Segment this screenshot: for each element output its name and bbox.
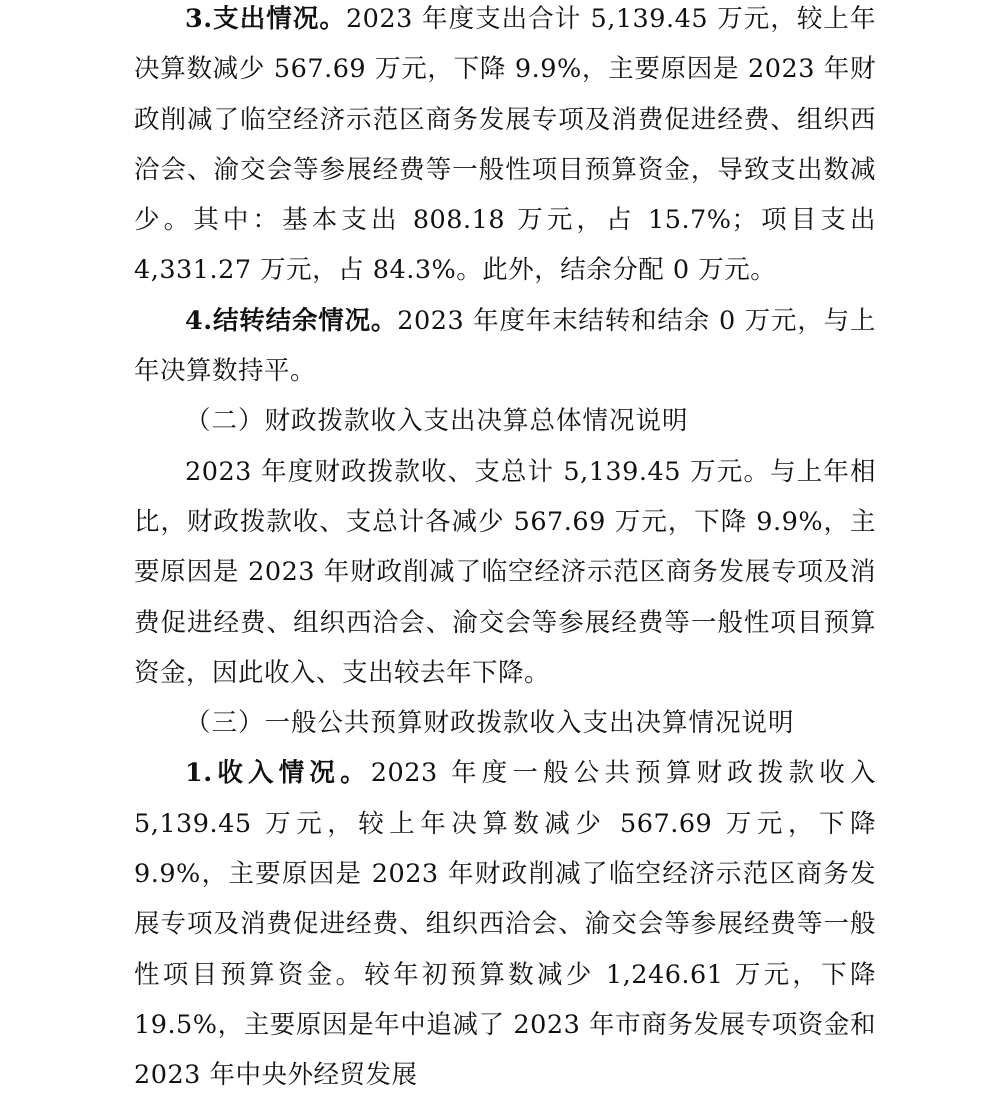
paragraph-lead-income: 1.收入情况。: [185, 758, 371, 789]
paragraph-text-expenditure: 2023 年度支出合计 5,139.45 万元，较上年决算数减少 567.69 万元，下降 9.9%，主要原因是 2023 年财政削减了临空经济示范区商务发展专项及消费促进经费、组织西洽会、渝交会等参展经费等一般性项目预算资金，导致支出数减少。其中：基本支出 808.18 万元，占 15.7%；项目支出 4,331.27 万元，占 84.3%。此外，结余分配 0 万元。: [134, 4, 876, 286]
paragraph-text-carryover: 2023 年度年末结转和结余 0 万元，与上年决算数持平。: [134, 305, 877, 387]
paragraph-carryover: [134, 296, 876, 397]
paragraph-fiscal-total: 2023 年度财政拨款收、支总计 5,139.45 万元。与上年相比，财政拨款收、支总计各减少 567.69 万元，下降 9.9%，主要原因是 2023 年财政削减了临空经济示范区商务发展专项及消费促进经费、组织西洽会、渝交会等参展经费等一般性项目预算资金，因此收入、支出较去年下降。: [134, 456, 876, 688]
paragraph-expenditure: [134, 0, 876, 296]
paragraph-lead-expenditure: 3.支出情况。: [185, 4, 346, 34]
paragraph-text-income: 2023 年度一般公共预算财政拨款收入 5,139.45 万元，较上年决算数减少 567.69 万元，下降 9.9%，主要原因是 2023 年财政削减了临空经济示范区商务发展专项及消费促进经费、组织西洽会、渝交会等参展经费等一般性项目预算资金。较年初预算数减少 1,246.61 万元，下降 19.5%，主要原因是年中追减了 2023 年市商务发展专项资金和 2023 年中央外经贸发展: [134, 758, 876, 1091]
section-heading-3: （三）一般公共预算财政拨款收入支出决算情况说明: [185, 708, 795, 739]
section-heading-2: （二）财政拨款收入支出决算总体情况说明: [185, 406, 689, 437]
paragraph-income: [134, 748, 876, 1100]
document-body: [134, 0, 876, 1101]
paragraph-lead-carryover: 4.结转结余情况。: [185, 305, 398, 336]
